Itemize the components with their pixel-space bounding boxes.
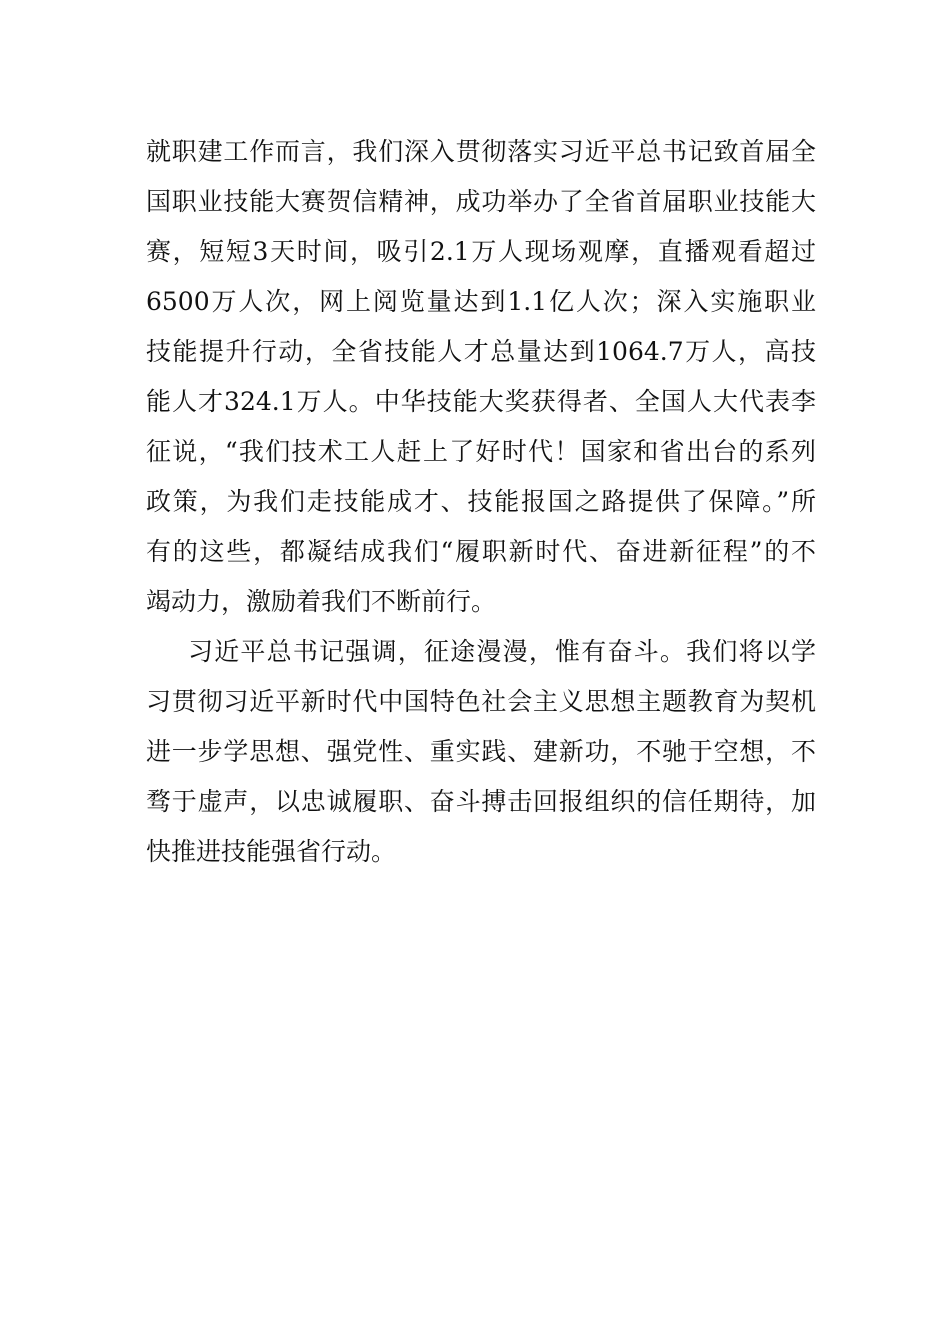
paragraph-1 <box>146 127 816 627</box>
text-line: 竭动力，激励着我们不断前行。 <box>146 587 497 616</box>
text-line: 习贯彻习近平新时代中国特色社会主义思想主题教育为契机 <box>146 687 816 716</box>
text-line: 习近平总书记强调，征途漫漫，惟有奋斗。我们将以学 <box>188 637 816 666</box>
text-line: 能人才324.1万人。中华技能大奖获得者、全国人大代表李 <box>146 387 816 416</box>
text-line: 国职业技能大赛贺信精神，成功举办了全省首届职业技能大 <box>146 187 816 216</box>
text-line: 6500万人次，网上阅览量达到1.1亿人次；深入实施职业 <box>146 287 816 316</box>
text-line: 赛，短短3天时间，吸引2.1万人现场观摩，直播观看超过 <box>146 237 816 266</box>
text-line: 技能提升行动，全省技能人才总量达到1064.7万人，高技 <box>146 337 816 366</box>
text-line: 骛于虚声，以忠诚履职、奋斗搏击回报组织的信任期待，加 <box>146 787 816 816</box>
text-line: 政策，为我们走技能成才、技能报国之路提供了保障。”所 <box>146 487 816 516</box>
text-line: 就职建工作而言，我们深入贯彻落实习近平总书记致首届全 <box>146 137 816 166</box>
text-line: 快推进技能强省行动。 <box>146 837 397 866</box>
paragraph-2 <box>146 627 816 877</box>
text-line: 进一步学思想、强党性、重实践、建新功，不驰于空想，不 <box>146 737 816 766</box>
document-body <box>146 127 816 877</box>
text-line: 征说，“我们技术工人赶上了好时代！国家和省出台的系列 <box>146 437 816 466</box>
text-line: 有的这些，都凝结成我们“履职新时代、奋进新征程”的不 <box>146 537 816 566</box>
